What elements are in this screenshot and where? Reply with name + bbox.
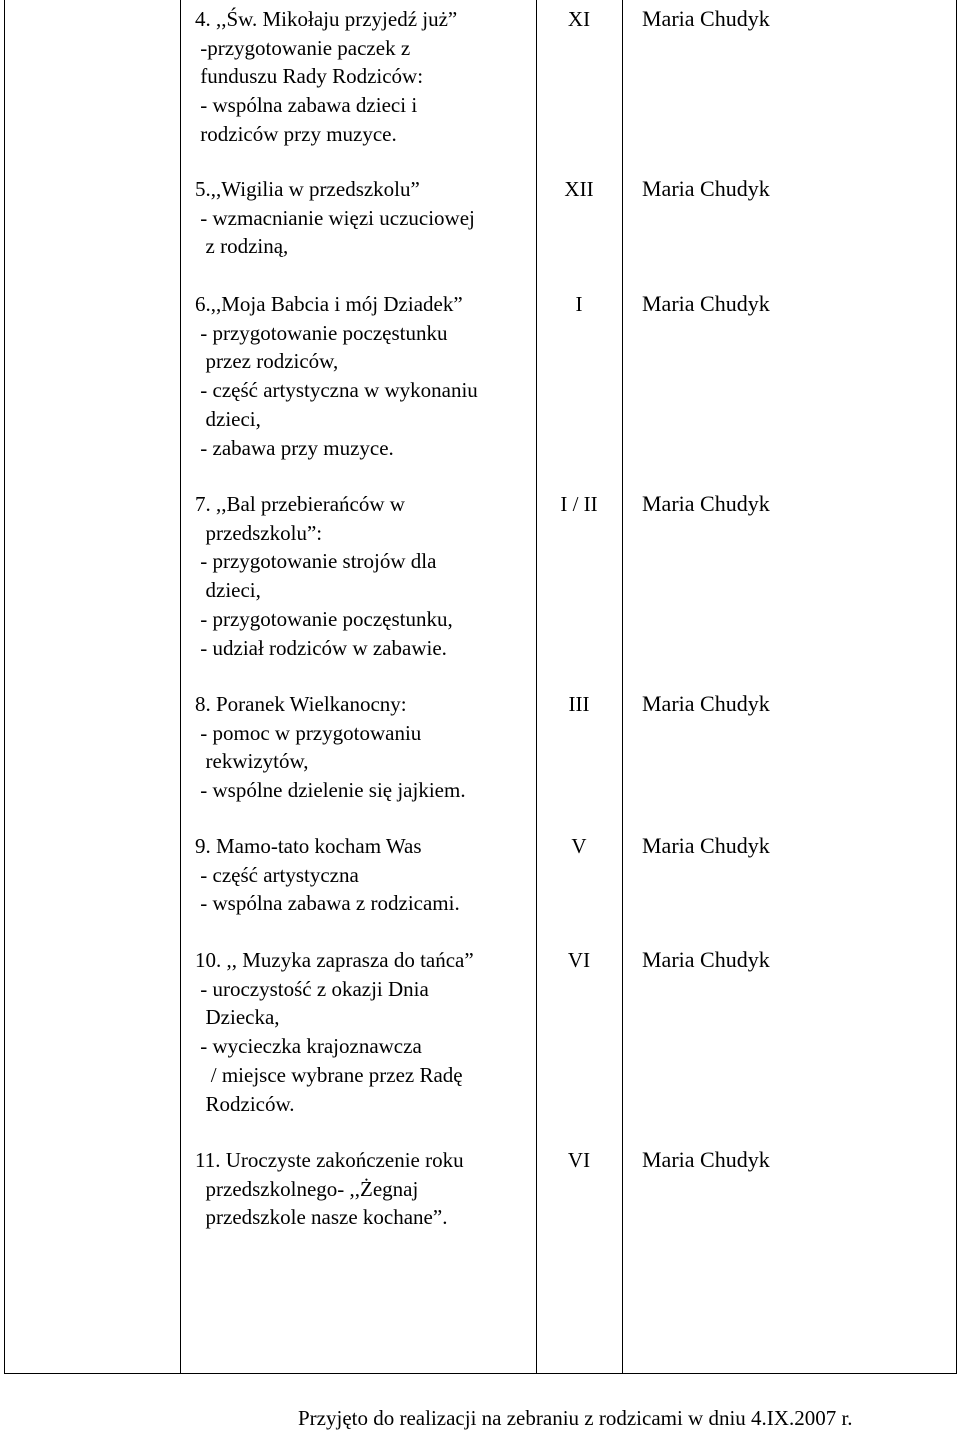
activity-month: I / II bbox=[560, 492, 598, 516]
responsible-person: Maria Chudyk bbox=[642, 176, 770, 201]
description-line: 6.,,Moja Babcia i mój Dziadek” bbox=[195, 292, 463, 316]
activity-description bbox=[195, 5, 535, 149]
activity-description bbox=[195, 290, 535, 462]
responsible-person: Maria Chudyk bbox=[642, 6, 770, 31]
description-line: przez rodziców, bbox=[195, 349, 339, 374]
description-line: - część artystyczna w wykonaniu bbox=[195, 378, 478, 403]
description-line: - uroczystość z okazji Dnia bbox=[195, 976, 429, 1001]
description-line: - wycieczka krajoznawcza bbox=[195, 1034, 422, 1059]
description-line: rekwizytów, bbox=[195, 749, 309, 774]
activity-description bbox=[195, 946, 535, 1118]
description-line: rodziców przy muzyce. bbox=[195, 121, 397, 146]
activity-month: VI bbox=[567, 1148, 591, 1172]
description-line: Dziecka, bbox=[195, 1005, 280, 1030]
description-line: dzieci, bbox=[195, 578, 261, 603]
responsible-person: Maria Chudyk bbox=[642, 947, 770, 972]
description-line: przedszkolnego- ,,Żegnaj bbox=[195, 1176, 419, 1201]
activity-description bbox=[195, 832, 535, 918]
responsible-person: Maria Chudyk bbox=[642, 491, 770, 516]
column-divider-1 bbox=[180, 0, 181, 1374]
activity-month: V bbox=[571, 834, 587, 858]
description-line: dzieci, bbox=[195, 406, 261, 431]
description-line: - pomoc w przygotowaniu bbox=[195, 720, 422, 745]
responsible-person: Maria Chudyk bbox=[642, 291, 770, 316]
description-line: -przygotowanie paczek z bbox=[195, 35, 411, 60]
activity-month: I bbox=[575, 292, 583, 316]
description-line: - przygotowanie strojów dla bbox=[195, 549, 437, 574]
description-line: - przygotowanie poczęstunku, bbox=[195, 606, 453, 631]
description-line: 4. ,,Św. Mikołaju przyjedź już” bbox=[195, 7, 458, 31]
responsible-person: Maria Chudyk bbox=[642, 691, 770, 716]
activity-month: III bbox=[568, 692, 590, 716]
description-line: - udział rodziców w zabawie. bbox=[195, 635, 447, 660]
description-line: - wspólna zabawa dzieci i bbox=[195, 93, 418, 118]
description-line: / miejsce wybrane przez Radę bbox=[195, 1062, 463, 1087]
description-line: 10. ,, Muzyka zaprasza do tańca” bbox=[195, 948, 474, 972]
activity-month: VI bbox=[567, 948, 591, 972]
activity-description bbox=[195, 175, 535, 261]
activity-month: XII bbox=[564, 177, 594, 201]
description-line: 5.,,Wigilia w przedszkolu” bbox=[195, 177, 420, 201]
responsible-person: Maria Chudyk bbox=[642, 833, 770, 858]
responsible-person: Maria Chudyk bbox=[642, 1147, 770, 1172]
approval-note: Przyjęto do realizacji na zebraniu z rodzicami w dniu 4.IX.2007 r. bbox=[298, 1406, 853, 1430]
description-line: - zabawa przy muzyce. bbox=[195, 435, 394, 460]
activity-description bbox=[195, 490, 535, 662]
description-line: 8. Poranek Wielkanocny: bbox=[195, 692, 407, 716]
description-line: 7. ,,Bal przebierańców w bbox=[195, 492, 405, 516]
activity-description bbox=[195, 1146, 535, 1232]
activity-month: XI bbox=[567, 7, 591, 31]
description-line: Rodziców. bbox=[195, 1091, 295, 1116]
description-line: z rodziną, bbox=[195, 234, 289, 259]
description-line: przedszkole nasze kochane”. bbox=[195, 1205, 448, 1230]
description-line: - wspólne dzielenie się jajkiem. bbox=[195, 778, 466, 803]
description-line: - część artystyczna bbox=[195, 862, 359, 887]
description-line: - wzmacnianie więzi uczuciowej bbox=[195, 205, 475, 230]
description-line: przedszkolu”: bbox=[195, 520, 323, 545]
description-line: - przygotowanie poczęstunku bbox=[195, 320, 448, 345]
description-line: 9. Mamo-tato kocham Was bbox=[195, 834, 422, 858]
description-line: funduszu Rady Rodziców: bbox=[195, 64, 424, 89]
activity-description bbox=[195, 690, 535, 805]
column-divider-3 bbox=[622, 0, 623, 1374]
description-line: - wspólna zabawa z rodzicami. bbox=[195, 891, 460, 916]
description-line: 11. Uroczyste zakończenie roku bbox=[195, 1148, 464, 1172]
